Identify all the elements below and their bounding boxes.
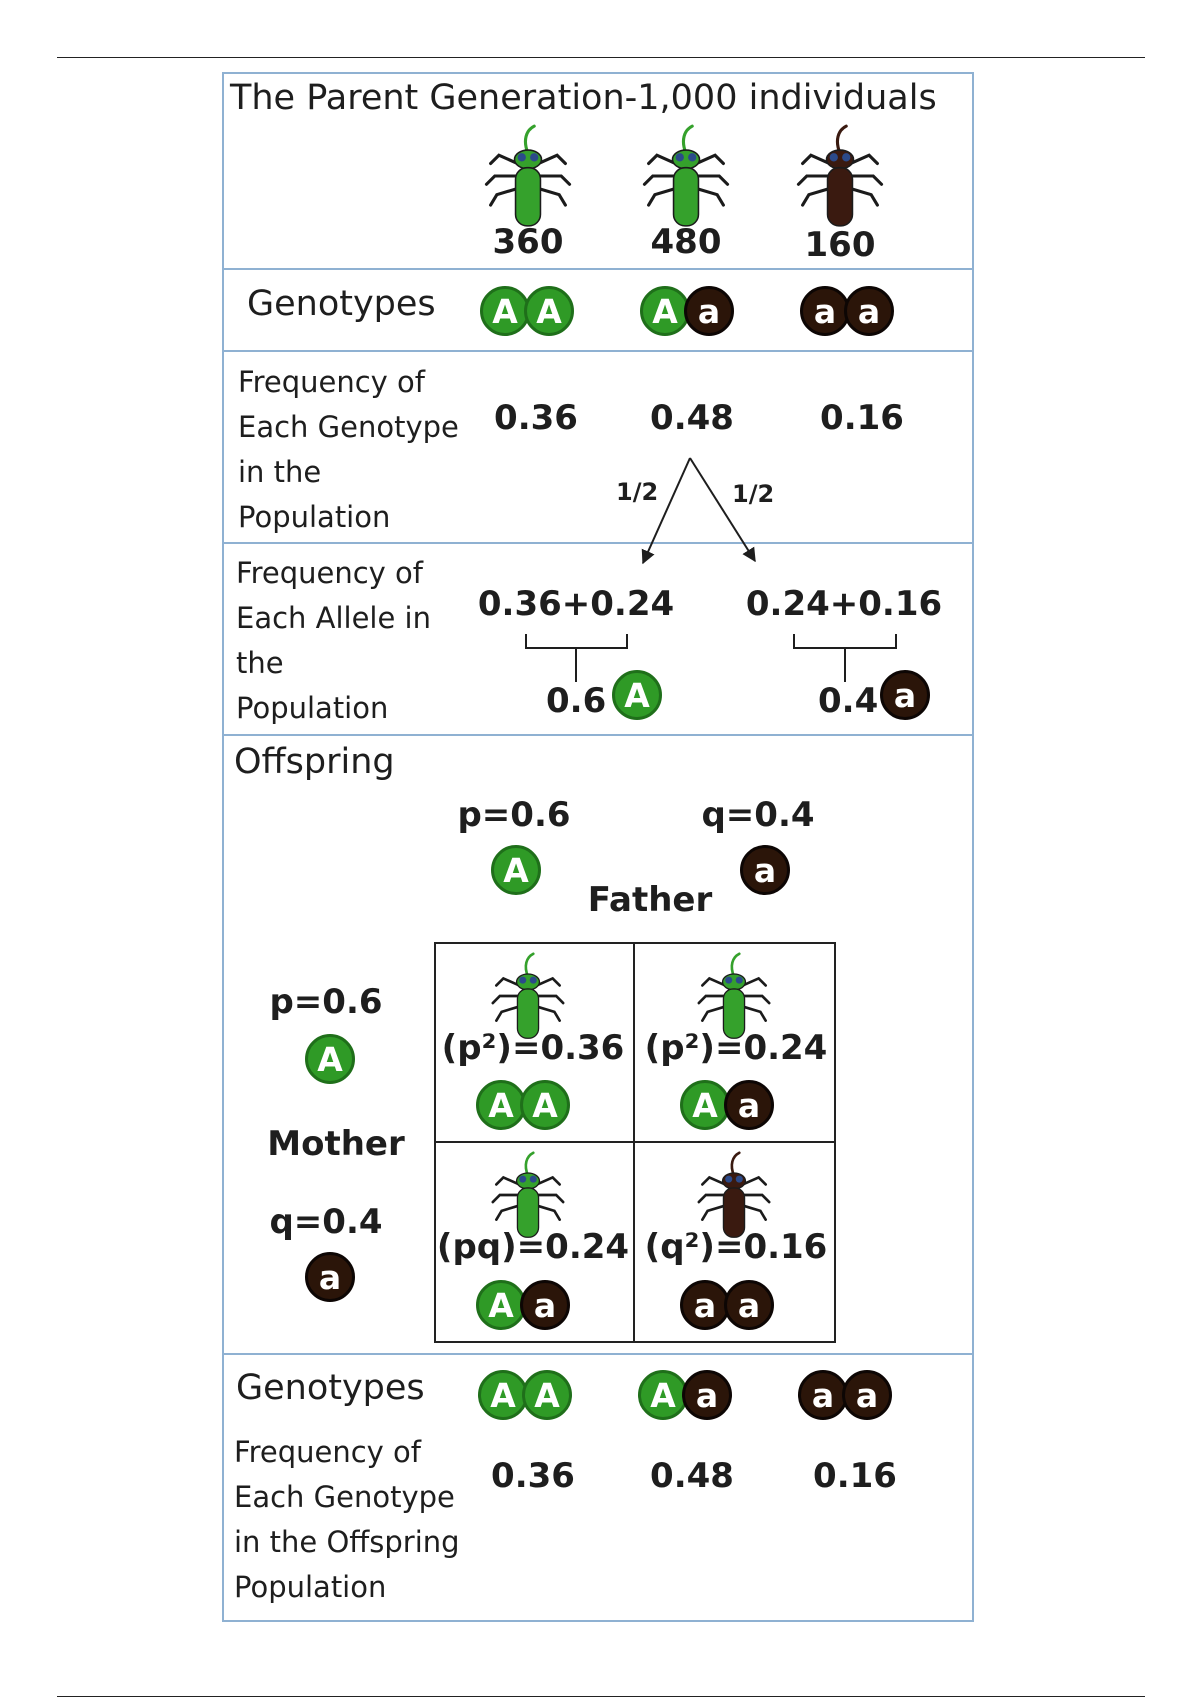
recessive-allele-icon: a — [844, 286, 894, 336]
recessive-allele-icon: a — [880, 670, 930, 720]
allele-result-recessive-value: 0.4 — [818, 681, 879, 721]
genotype-frequency-label-line: in the — [238, 455, 322, 489]
dominant-allele-icon: A — [520, 1080, 570, 1130]
genotype-frequency-value: 0.48 — [650, 398, 734, 438]
dominant-allele-icon: A — [612, 670, 662, 720]
dominant-allele-icon: A — [480, 286, 530, 336]
mother-q-label: q=0.4 — [269, 1202, 383, 1242]
parent-generation-title: The Parent Generation-1,000 individuals — [230, 78, 937, 118]
allele-result-dominant-value: 0.6 — [546, 681, 607, 721]
parent-count: 360 — [492, 222, 564, 262]
allele-frequency-label-line: Frequency of — [236, 556, 423, 590]
recessive-allele-icon: a — [684, 286, 734, 336]
dominant-allele-icon: A — [680, 1080, 730, 1130]
genotype-frequency-label-line: Each Genotype — [238, 410, 459, 444]
sum-bracket-dominant — [526, 634, 627, 682]
dominant-allele-icon: A — [491, 845, 541, 895]
split-label-right: 1/2 — [732, 480, 775, 508]
sum-bracket-recessive — [794, 634, 896, 682]
punnett-cell-label: (p²)=0.36 — [441, 1028, 625, 1068]
punnett-cell-label: (q²)=0.16 — [644, 1227, 828, 1267]
dominant-allele-icon: A — [478, 1370, 528, 1420]
split-label-left: 1/2 — [616, 478, 659, 506]
offspring-frequency-value: 0.48 — [650, 1456, 734, 1496]
allele-frequency-label-line: Population — [236, 691, 389, 725]
recessive-allele-icon: a — [680, 1280, 730, 1330]
dominant-allele-icon: A — [476, 1280, 526, 1330]
genotype-frequency-value: 0.16 — [820, 398, 904, 438]
father-p-label: p=0.6 — [457, 795, 571, 835]
recessive-allele-icon: a — [682, 1370, 732, 1420]
recessive-allele-icon: a — [520, 1280, 570, 1330]
parent-count: 160 — [804, 225, 876, 265]
offspring-frequency-label-line: Population — [234, 1570, 387, 1604]
offspring-frequency-value: 0.16 — [813, 1456, 897, 1496]
recessive-allele-icon: a — [800, 286, 850, 336]
mother-p-label: p=0.6 — [269, 982, 383, 1022]
genotype-frequency-label-line: Population — [238, 500, 391, 534]
offspring-title: Offspring — [234, 742, 395, 782]
split-arrow-left — [643, 458, 690, 563]
recessive-allele-icon: a — [740, 845, 790, 895]
punnett-cell-label: (pq)=0.24 — [436, 1227, 630, 1267]
offspring-frequency-label-line: Each Genotype — [234, 1480, 455, 1514]
father-label: Father — [587, 880, 713, 920]
father-q-label: q=0.4 — [701, 795, 815, 835]
recessive-allele-icon: a — [305, 1252, 355, 1302]
punnett-cell-label: (p²)=0.24 — [644, 1028, 828, 1068]
recessive-allele-icon: a — [798, 1370, 848, 1420]
recessive-allele-icon: a — [724, 1080, 774, 1130]
split-arrow-right — [690, 458, 755, 561]
genotype-frequency-label-line: Frequency of — [238, 365, 425, 399]
dominant-allele-icon: A — [305, 1034, 355, 1084]
allele-frequency-label-line: the — [236, 646, 284, 680]
offspring-frequency-value: 0.36 — [491, 1456, 575, 1496]
offspring-frequency-label-line: Frequency of — [234, 1435, 421, 1469]
offspring-frequency-label-line: in the Offspring — [234, 1525, 460, 1559]
dominant-allele-icon: A — [522, 1370, 572, 1420]
genotype-frequency-value: 0.36 — [494, 398, 578, 438]
mother-label: Mother — [267, 1124, 405, 1164]
dominant-allele-icon: A — [640, 286, 690, 336]
recessive-allele-icon: a — [724, 1280, 774, 1330]
dominant-allele-icon: A — [476, 1080, 526, 1130]
allele-sum-dominant: 0.36+0.24 — [477, 584, 675, 624]
genotypes-label: Genotypes — [247, 284, 436, 324]
recessive-allele-icon: a — [842, 1370, 892, 1420]
allele-sum-recessive: 0.24+0.16 — [745, 584, 943, 624]
dominant-allele-icon: A — [638, 1370, 688, 1420]
allele-frequency-label-line: Each Allele in — [236, 601, 431, 635]
dominant-allele-icon: A — [524, 286, 574, 336]
parent-count: 480 — [650, 222, 722, 262]
summary-genotypes-label: Genotypes — [236, 1368, 425, 1408]
